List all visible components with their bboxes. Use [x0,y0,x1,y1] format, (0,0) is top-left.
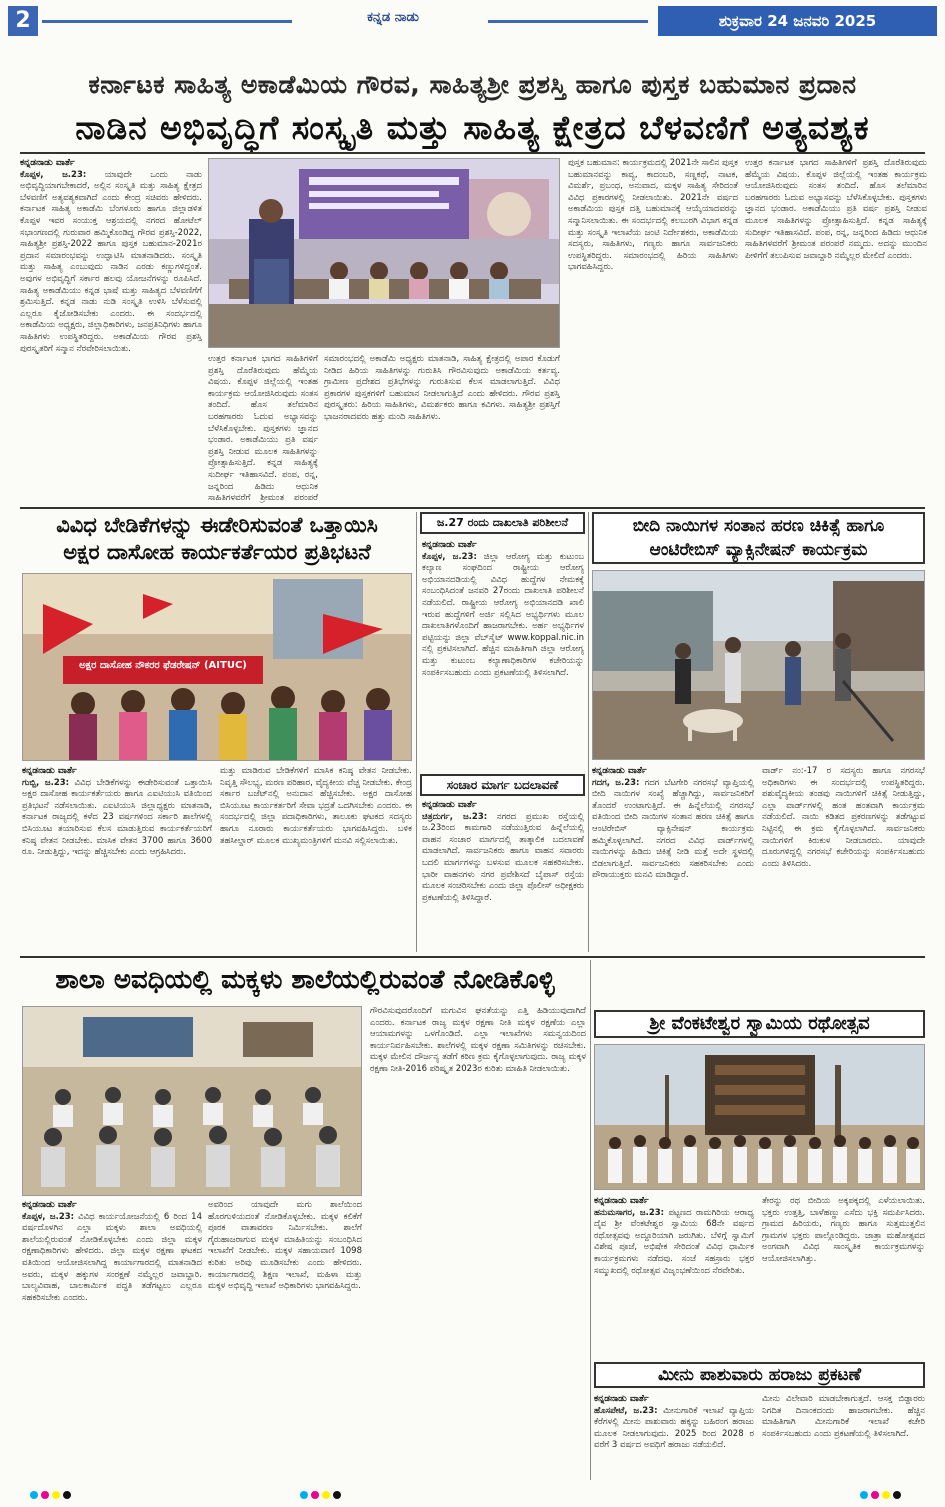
ratha-column-2 [762,1196,925,1356]
route-title: ಸಂಚಾರ ಮಾರ್ಗ ಬದಲಾವಣೆ [420,774,585,796]
column-divider-1 [416,512,417,952]
lead-col4-text: ಪುಸ್ತಕ ಬಹುಮಾನ: ಕಾರ್ಯಕ್ರಮದಲ್ಲಿ 2021ನೇ ಸಾಲಿನ ಪುಸ್ತಕ ಬಹುಮಾನವನ್ನು ಕಾವ್ಯ, ಕಾದಂಬರಿ, ಸಣ್ಣಕಥೆ, ನಾಟಕ, ವಿಮರ್ಶೆ, ಪ್ರಬಂಧ, ಅನುವಾದ, ಮಕ್ಕಳ ಸಾಹಿತ್ಯ ಸೇರಿದಂತೆ ವಿವಿಧ ಪ್ರಕಾರಗಳಲ್ಲಿ ನೀಡಲಾಯಿತು. 2021ನೇ ವರ್ಷದ ಅಕಾಡೆಮಿಯ ಪುಸ್ತಕ ದತ್ತಿ ಬಹುಮಾನಕ್ಕೆ ಆಯ್ಕೆಯಾದವರನ್ನು ಸನ್ಮಾನಿಸಲಾಯಿತು. ಈ ಸಂದರ್ಭದಲ್ಲಿ ಕಲಬುರಗಿ ವಿಭಾಗ ಕನ್ನಡ ಮತ್ತು ಸಂಸ್ಕೃತಿ ಇಲಾಖೆಯ ಜಂಟಿ ನಿರ್ದೇಶಕರು, ಅಕಾಡೆಮಿಯ ಸದಸ್ಯರು, ಸಾಹಿತಿಗಳು, ಗಣ್ಯರು ಹಾಗೂ ಸಾರ್ವಜನಿಕರು ಉಪಸ್ಥಿತರಿದ್ದರು. ಸಮಾರಂಭದಲ್ಲಿ ಹಿರಿಯ ಸಾಹಿತಿಗಳು ಭಾಗವಹಿಸಿದ್ದರು. [568,158,738,273]
school-byline: ಕನ್ನಡನಾಡು ವಾರ್ತೆ [22,1200,77,1210]
protest-column-2 [220,766,412,954]
school-col2-text: ಅವರಿಂದ ಯಾವುದೇ ಮಗು ಶಾಲೆಯಿಂದ ಹೊರಗುಳಿಯದಂತೆ ನೋಡಿಕೊಳ್ಳಬೇಕು. ಮಕ್ಕಳ ಕಲಿಕೆಗೆ ಪೂರಕ ವಾತಾವರಣ ನಿರ್ಮಿಸಬೇಕು. ಶಾಲೆಗೆ ಗೈರುಹಾಜರಾಗುವ ಮಕ್ಕಳ ಮಾಹಿತಿಯನ್ನು ಸಂಬಂಧಿಸಿದ ಇಲಾಖೆಗೆ ನೀಡಬೇಕು. ಮಕ್ಕಳ ಸಹಾಯವಾಣಿ 1098 ಕುರಿತು ಅರಿವು ಮೂಡಿಸಬೇಕು ಎಂದು ಹೇಳಿದರು. ಕಾರ್ಯಾಗಾರದಲ್ಲಿ ಶಿಕ್ಷಣ ಇಲಾಖೆ, ಮಹಿಳಾ ಮತ್ತು ಮಕ್ಕಳ ಅಭಿವೃದ್ಧಿ ಇಲಾಖೆ ಅಧಿಕಾರಿಗಳು ಭಾಗವಹಿಸಿದ್ದರು. [208,1200,362,1292]
column-divider-2 [588,512,589,952]
lead-photo [208,158,560,348]
lead-byline: ಕನ್ನಡನಾಡು ವಾರ್ತೆ [20,158,75,168]
ratha-title: ಶ್ರೀ ವೆಂಕಟೇಶ್ವರ ಸ್ವಾಮಿಯ ರಥೋತ್ಸವ [594,1010,925,1038]
protest-headline [22,512,412,566]
protest-col1-text: ವಿವಿಧ ಬೇಡಿಕೆಗಳನ್ನು ಈಡೇರಿಸುವಂತೆ ಒತ್ತಾಯಿಸಿ ಅಕ್ಷರ ದಾಸೋಹ ಕಾರ್ಯಕರ್ತೆಯರು ಹಾಗೂ ಎಐಟಿಯುಸಿ ವತಿಯಿಂದ ಪ್ರತಿಭಟನೆ ನಡೆಸಲಾಯಿತು. ಎಐಟಿಯುಸಿ ಜಿಲ್ಲಾಧ್ಯಕ್ಷರು ಮಾತನಾಡಿ, ಕರ್ನಾಟಕ ರಾಜ್ಯದಲ್ಲಿ ಕಳೆದ 23 ವರ್ಷಗಳಿಂದ ಸರ್ಕಾರಿ ಶಾಲೆಗಳಲ್ಲಿ ಬಿಸಿಯೂಟ ತಯಾರಿಸುವ ಕೆಲಸ ಮಾಡುತ್ತಿರುವ ಕಾರ್ಯಕರ್ತೆಯರಿಗೆ ಕನಿಷ್ಠ ವೇತನ ನೀಡಬೇಕು. ಮಾಸಿಕ ವೇತನ 3700 ಹಾಗೂ 3600 ರೂ. ನೀಡುತ್ತಿದ್ದು, ಇದನ್ನು ಹೆಚ್ಚಿಸಬೇಕು ಎಂದು ಆಗ್ರಹಿಸಿದರು. [22,777,212,858]
route-body [422,800,584,952]
dogs-photo [592,570,925,760]
protest-col2-text: ಮತ್ತು ಮಾಡಿರುವ ಬೇಡಿಕೆಗಳಿಗೆ ಮಾಸಿಕ ಕನಿಷ್ಠ ವೇತನ ನೀಡಬೇಕು. ನಿವೃತ್ತಿ ಸೌಲಭ್ಯ, ಮರಣ ಪರಿಹಾರ, ವೈದ್ಯಕೀಯ ವೆಚ್ಚ ನೀಡಬೇಕು. ಕೇಂದ್ರ ಸರ್ಕಾರ ಬಜೆಟ್‌ನಲ್ಲಿ ಅನುದಾನ ಹೆಚ್ಚಿಸಬೇಕು. ಅಕ್ಷರ ದಾಸೋಹ ಬಿಸಿಯೂಟ ಕಾರ್ಯಕರ್ತರಿಗೆ ಸೇವಾ ಭದ್ರತೆ ಒದಗಿಸಬೇಕು ಎಂದರು. ಈ ಸಂದರ್ಭದಲ್ಲಿ ಜಿಲ್ಲಾ ಪದಾಧಿಕಾರಿಗಳು, ತಾಲೂಕು ಘಟಕದ ಸದಸ್ಯರು ಹಾಗೂ ನೂರಾರು ಕಾರ್ಯಕರ್ತೆಯರು ಭಾಗವಹಿಸಿದ್ದರು. ಬಳಿಕ ತಹಸೀಲ್ದಾರ್ ಮೂಲಕ ಮುಖ್ಯಮಂತ್ರಿಗಳಿಗೆ ಮನವಿ ಸಲ್ಲಿಸಲಾಯಿತು. [220,766,412,846]
lead-col5-text: ಉತ್ತರ ಕರ್ನಾಟಕ ಭಾಗದ ಸಾಹಿತಿಗಳಿಗೆ ಪ್ರಶಸ್ತಿ ದೊರೆತಿರುವುದು ಹೆಮ್ಮೆಯ ವಿಷಯ. ಕೊಪ್ಪಳ ಜಿಲ್ಲೆಯಲ್ಲಿ ಇಂತಹ ಕಾರ್ಯಕ್ರಮ ಆಯೋಜಿಸಿರುವುದು ಸಂತಸ ತಂದಿದೆ. ಹೊಸ ತಲೆಮಾರಿನ ಬರಹಗಾರರು ಓದುವ ಅಭ್ಯಾಸವನ್ನು ಬೆಳೆಸಿಕೊಳ್ಳಬೇಕು. ಪುಸ್ತಕಗಳು ಜ್ಞಾನದ ಭಂಡಾರ. ಅಕಾಡೆಮಿಯು ಪ್ರತಿ ವರ್ಷ ಪ್ರಶಸ್ತಿ ನೀಡುವ ಮೂಲಕ ಸಾಹಿತಿಗಳನ್ನು ಪ್ರೋತ್ಸಾಹಿಸುತ್ತಿದೆ. ಕನ್ನಡ ಸಾಹಿತ್ಯಕ್ಕೆ ಸುದೀರ್ಘ ಇತಿಹಾಸವಿದೆ. ಪಂಪ, ರನ್ನ, ಜನ್ನರಿಂದ ಹಿಡಿದು ಆಧುನಿಕ ಸಾಹಿತಿಗಳವರೆಗೆ ಶ್ರೀಮಂತ ಪರಂಪರೆ ನಮ್ಮದು. ಅದನ್ನು ಮುಂದಿನ ಪೀಳಿಗೆಗೆ ತಲುಪಿಸುವ ಜವಾಬ್ದಾರಿ ನಮ್ಮೆಲ್ಲರ ಮೇಲಿದೆ ಎಂದರು. [745,158,927,261]
protest-photo [22,573,412,761]
page-number: 2 [8,6,38,36]
route-byline: ಕನ್ನಡನಾಡು ವಾರ್ತೆ [422,800,477,810]
dogs-dateline: ಗದಗ, ಜ.23: [592,777,640,788]
ratha-photo [594,1044,925,1190]
fish-dateline: ಹೊಸಪೇಟೆ, ಜ.23: [594,1405,658,1416]
ratha-byline: ಕನ್ನಡನಾಡು ವಾರ್ತೆ [594,1196,649,1206]
registration-marks-left [30,1491,71,1501]
school-photo [22,1006,362,1196]
fish-column-2 [762,1394,925,1482]
lead-col2-text: ಉತ್ತರ ಕರ್ನಾಟಕ ಭಾಗದ ಸಾಹಿತಿಗಳಿಗೆ ಪ್ರಶಸ್ತಿ ದೊರೆತಿರುವುದು ಹೆಮ್ಮೆಯ ವಿಷಯ. ಕೊಪ್ಪಳ ಜಿಲ್ಲೆಯಲ್ಲಿ ಇಂತಹ ಕಾರ್ಯಕ್ರಮ ಆಯೋಜಿಸಿರುವುದು ಸಂತಸ ತಂದಿದೆ. ಹೊಸ ತಲೆಮಾರಿನ ಬರಹಗಾರರು ಓದುವ ಅಭ್ಯಾಸವನ್ನು ಬೆಳೆಸಿಕೊಳ್ಳಬೇಕು. ಪುಸ್ತಕಗಳು ಜ್ಞಾನದ ಭಂಡಾರ. ಅಕಾಡೆಮಿಯು ಪ್ರತಿ ವರ್ಷ ಪ್ರಶಸ್ತಿ ನೀಡುವ ಮೂಲಕ ಸಾಹಿತಿಗಳನ್ನು ಪ್ರೋತ್ಸಾಹಿಸುತ್ತಿದೆ. ಕನ್ನಡ ಸಾಹಿತ್ಯಕ್ಕೆ ಸುದೀರ್ಘ ಇತಿಹಾಸವಿದೆ. ಪಂಪ, ರನ್ನ, ಜನ್ನರಿಂದ ಹಿಡಿದು ಆಧುನಿಕ ಸಾಹಿತಿಗಳವರೆಗೆ ಶ್ರೀಮಂತ ಪರಂಪರೆ [208,354,318,504]
ratha-col2-text: ತೇರನ್ನು ರಥ ಬೀದಿಯ ಅಕ್ಕಪಕ್ಕದಲ್ಲಿ ಎಳೆಯಲಾಯಿತು. ಭಕ್ತರು ಉತ್ತತ್ತಿ, ಬಾಳೆಹಣ್ಣು ಎಸೆದು ಭಕ್ತಿ ಸಮರ್ಪಿಸಿದರು. ಗ್ರಾಮದ ಹಿರಿಯರು, ಗಣ್ಯರು ಹಾಗೂ ಸುತ್ತಮುತ್ತಲಿನ ಗ್ರಾಮಗಳ ಭಕ್ತರು ಪಾಲ್ಗೊಂಡಿದ್ದರು. ಜಾತ್ರಾ ಮಹೋತ್ಸವದ ಅಂಗವಾಗಿ ವಿವಿಧ ಸಾಂಸ್ಕೃತಿಕ ಕಾರ್ಯಕ್ರಮಗಳನ್ನು ಆಯೋಜಿಸಲಾಗಿತ್ತು. [762,1196,925,1264]
fish-byline: ಕನ್ನಡನಾಡು ವಾರ್ತೆ [594,1394,649,1404]
fish-col1-text: ಮೀನುಗಾರಿಕೆ ಇಲಾಖೆ ವ್ಯಾಪ್ತಿಯ ಕೆರೆಗಳಲ್ಲಿ ಮೀನು ಪಾಶುವಾರು ಹಕ್ಕನ್ನು ಬಹಿರಂಗ ಹರಾಜು ಮೂಲಕ ನೀಡಲಾಗುವುದು. 2025 ರಿಂದ 2028 ರ ವರೆಗೆ 3 ವರ್ಷದ ಅವಧಿಗೆ ಹರಾಜು ನಡೆಯಲಿದೆ. [594,1405,754,1451]
school-photo-illustration [23,1007,362,1196]
protest-banner-text: ಅಕ್ಷರ ದಾಸೋಹ ನೌಕರರ ಫೆಡರೇಷನ್ (AITUC) [79,660,247,671]
registration-marks-right [860,1491,901,1501]
dogs-column-2 [762,766,925,954]
jan27-dateline: ಕೊಪ್ಪಳ, ಜ.23: [422,551,477,562]
lead-column-3 [324,354,560,504]
dogs-col2-text: ವಾರ್ಡ್ ನಂ:-17 ರ ಸದಸ್ಯರು ಹಾಗೂ ನಗರಸಭೆ ಅಧಿಕಾರಿಗಳು ಈ ಸಂದರ್ಭದಲ್ಲಿ ಉಪಸ್ಥಿತರಿದ್ದರು. ಪಶುವೈದ್ಯಕೀಯ ತಂಡವು ನಾಯಿಗಳಿಗೆ ಚಿಕಿತ್ಸೆ ನೀಡುತ್ತಿದ್ದು, ಎಲ್ಲಾ ವಾರ್ಡ್‌ಗಳಲ್ಲಿ ಹಂತ ಹಂತವಾಗಿ ಕಾರ್ಯಕ್ರಮ ನಡೆಯಲಿದೆ. ನಾಯಿ ಕಡಿತದ ಪ್ರಕರಣಗಳನ್ನು ತಡೆಗಟ್ಟುವ ನಿಟ್ಟಿನಲ್ಲಿ ಈ ಕ್ರಮ ಕೈಗೊಳ್ಳಲಾಗಿದೆ. ಸಾರ್ವಜನಿಕರು ನಾಯಿಗಳಿಗೆ ಕಿರುಕುಳ ನೀಡಬಾರದು. ಯಾವುದೇ ದೂರುಗಳಿದ್ದಲ್ಲಿ ನಗರಸಭೆ ಕಚೇರಿಯನ್ನು ಸಂಪರ್ಕಿಸಬಹುದು ಎಂದು ತಿಳಿಸಿದರು. [762,766,925,869]
masthead-rule-right [488,20,648,23]
dogs-col1-text: ಗದಗ ಬೆಟಗೇರಿ ನಗರಸಭೆ ವ್ಯಾಪ್ತಿಯಲ್ಲಿ ಬೀದಿ ನಾಯಿಗಳ ಸಂಖ್ಯೆ ಹೆಚ್ಚಾಗಿದ್ದು, ಸಾರ್ವಜನಿಕರಿಗೆ ತೊಂದರೆ ಉಂಟಾಗುತ್ತಿದೆ. ಈ ಹಿನ್ನೆಲೆಯಲ್ಲಿ ನಗರಸಭೆ ವತಿಯಿಂದ ಬೀದಿ ನಾಯಿಗಳ ಸಂತಾನ ಹರಣ ಚಿಕಿತ್ಸೆ ಹಾಗೂ ಆಂಟಿರೇಬಿಸ್ ವ್ಯಾಕ್ಸಿನೇಷನ್ ಕಾರ್ಯಕ್ರಮ ಹಮ್ಮಿಕೊಳ್ಳಲಾಗಿದೆ. ನಗರದ ವಿವಿಧ ವಾರ್ಡ್‌ಗಳಲ್ಲಿ ನಾಯಿಗಳನ್ನು ಹಿಡಿದು ಚಿಕಿತ್ಸೆ ನೀಡಿ ಮತ್ತೆ ಅದೇ ಸ್ಥಳದಲ್ಲಿ ಬಿಡಲಾಗುತ್ತಿದೆ. ಸಾರ್ವಜನಿಕರು ಸಹಕರಿಸಬೇಕು ಎಂದು ಪೌರಾಯುಕ್ತರು ಮನವಿ ಮಾಡಿದ್ದಾರೆ. [592,777,754,881]
jan27-body [422,540,584,770]
lead-col3-text: ಸಮಾರಂಭದಲ್ಲಿ ಅಕಾಡೆಮಿ ಅಧ್ಯಕ್ಷರು ಮಾತನಾಡಿ, ಸಾಹಿತ್ಯ ಕ್ಷೇತ್ರದಲ್ಲಿ ಅಪಾರ ಕೊಡುಗೆ ನೀಡಿದ ಹಿರಿಯ ಸಾಹಿತಿಗಳನ್ನು ಗುರುತಿಸಿ ಗೌರವಿಸುವುದು ಅಕಾಡೆಮಿಯ ಕರ್ತವ್ಯ. ಗ್ರಾಮೀಣ ಪ್ರದೇಶದ ಪ್ರತಿಭೆಗಳನ್ನು ಗುರುತಿಸುವ ಕೆಲಸ ಮಾಡಲಾಗುತ್ತಿದೆ. ವಿವಿಧ ಪ್ರಕಾರಗಳ ಪುಸ್ತಕಗಳಿಗೆ ಬಹುಮಾನ ನೀಡಲಾಗುತ್ತಿದೆ ಎಂದು ಹೇಳಿದರು. ಗೌರವ ಪ್ರಶಸ್ತಿ ಪುರಸ್ಕೃತರು: ಹಿರಿಯ ಸಾಹಿತಿಗಳು, ವಿಮರ್ಶಕರು ಹಾಗೂ ಕವಿಗಳು. ಸಾಹಿತ್ಯಶ್ರೀ ಪ್ರಶಸ್ತಿಗೆ ಭಾಜನರಾದವರು ಹತ್ತು ಮಂದಿ ಸಾಹಿತಿಗಳು. [324,354,560,422]
dogs-photo-illustration [593,571,925,760]
paper-name: ಕನ್ನಡ ನಾಡು [367,10,419,25]
lead-column-4 [568,158,738,503]
lead-dateline: ಕೊಪ್ಪಳ, ಜ.23: [20,169,87,180]
school-col1-text: ವಿವಿಧ ಕಾರ್ಯಯೋಜನೆಯಲ್ಲಿ 6 ರಿಂದ 14 ವರ್ಷದೊಳಗಿನ ಎಲ್ಲಾ ಮಕ್ಕಳು ಶಾಲಾ ಅವಧಿಯಲ್ಲಿ ಶಾಲೆಯಲ್ಲಿರುವಂತೆ ನೋಡಿಕೊಳ್ಳಬೇಕು ಎಂದು ಜಿಲ್ಲಾ ಮಕ್ಕಳ ರಕ್ಷಣಾಧಿಕಾರಿಗಳು ಹೇಳಿದರು. ಜಿಲ್ಲಾ ಮಕ್ಕಳ ರಕ್ಷಣಾ ಘಟಕದ ವತಿಯಿಂದ ಆಯೋಜಿಸಲಾಗಿದ್ದ ಕಾರ್ಯಾಗಾರದಲ್ಲಿ ಮಾತನಾಡಿದ ಅವರು, ಮಕ್ಕಳ ಹಕ್ಕುಗಳ ಸಂರಕ್ಷಣೆ ನಮ್ಮೆಲ್ಲರ ಜವಾಬ್ದಾರಿ. ಬಾಲ್ಯವಿವಾಹ, ಬಾಲಕಾರ್ಮಿಕ ಪದ್ಧತಿ ತಡೆಗಟ್ಟಲು ಎಲ್ಲರೂ ಸಹಕರಿಸಬೇಕು ಎಂದರು. [22,1211,202,1303]
registration-marks-center [300,1491,341,1501]
masthead-rule-left [42,20,292,23]
ratha-col1-text: ಪಟ್ಟಣದ ರಾಮಗಿರಿಯ ಆರಾಧ್ಯ ದೈವ ಶ್ರೀ ವೆಂಕಟೇಶ್ವರ ಸ್ವಾಮಿಯ 68ನೇ ವರ್ಷದ ರಥೋತ್ಸವವು ಅದ್ದೂರಿಯಾಗಿ ಜರುಗಿತು. ಬೆಳಿಗ್ಗೆ ಸ್ವಾಮಿಗೆ ವಿಶೇಷ ಪೂಜೆ, ಅಭಿಷೇಕ ಸೇರಿದಂತೆ ವಿವಿಧ ಧಾರ್ಮಿಕ ಕಾರ್ಯಕ್ರಮಗಳು ನಡೆದವು. ಸಂಜೆ ಸಹಸ್ರಾರು ಭಕ್ತರ ಸಮ್ಮುಖದಲ್ಲಿ ರಥೋತ್ಸವ ವಿಜೃಂಭಣೆಯಿಂದ ನೆರವೇರಿತು. [594,1207,754,1276]
protest-byline: ಕನ್ನಡನಾಡು ವಾರ್ತೆ [22,766,77,776]
issue-date: ಶುಕ್ರವಾರ 24 ಜನವರಿ 2025 [658,6,937,36]
fish-title: ಮೀನು ಪಾಶುವಾರು ಹರಾಜು ಪ್ರಕಟಣೆ [594,1362,925,1388]
jan27-byline: ಕನ್ನಡನಾಡು ವಾರ್ತೆ [422,540,477,550]
section-rule-1 [20,507,925,509]
lead-headline: ನಾಡಿನ ಅಭಿವೃದ್ಧಿಗೆ ಸಂಸ್ಕೃತಿ ಮತ್ತು ಸಾಹಿತ್ಯ ಕ್ಷೇತ್ರದ ಬೆಳವಣಿಗೆ ಅತ್ಯವಶ್ಯಕ [75,108,870,147]
lead-photo-illustration [209,159,560,348]
protest-headline-line2: ಅಕ್ಷರ ದಾಸೋಹ ಕಾರ್ಯಕರ್ತೆಯರ ಪ್ರತಿಭಟನೆ [63,540,371,564]
dogs-headline-line2: ಆಂಟಿರೇಬಿಸ್ ವ್ಯಾಕ್ಸಿನೇಷನ್ ಕಾರ್ಯಕ್ರಮ [649,540,868,560]
dogs-headline-line1: ಬೀದಿ ನಾಯಿಗಳ ಸಂತಾನ ಹರಣ ಚಿಕಿತ್ಸೆ ಹಾಗೂ [632,516,885,536]
school-column-1 [22,1200,202,1482]
dogs-column-1 [592,766,754,954]
section-rule-2 [20,956,925,958]
route-dateline: ಚಿತ್ರದುರ್ಗ, ಜ.23: [422,811,488,822]
fish-column-1 [594,1394,754,1482]
ratha-column-1 [594,1196,754,1356]
school-column-3 [370,1006,586,1482]
school-dateline: ಕೊಪ್ಪಳ, ಜ.23: [22,1211,75,1222]
lead-column-2 [208,354,318,504]
lead-kicker: ಕರ್ನಾಟಕ ಸಾಹಿತ್ಯ ಅಕಾಡೆಮಿಯ ಗೌರವ, ಸಾಹಿತ್ಯಶ್ರೀ ಪ್ರಶಸ್ತಿ ಹಾಗೂ ಪುಸ್ತಕ ಬಹುಮಾನ ಪ್ರದಾನ [88,70,857,99]
school-column-2 [208,1200,362,1482]
route-text: ನಗರದ ಪ್ರಮುಖ ರಸ್ತೆಯಲ್ಲಿ ಜ.23ರಿಂದ ಕಾಮಗಾರಿ ನಡೆಯುತ್ತಿರುವ ಹಿನ್ನೆಲೆಯಲ್ಲಿ ವಾಹನ ಸಂಚಾರ ಮಾರ್ಗದಲ್ಲಿ ತಾತ್ಕಾಲಿಕ ಬದಲಾವಣೆ ಮಾಡಲಾಗಿದೆ. ಸಾರ್ವಜನಿಕರು ಹಾಗೂ ವಾಹನ ಸವಾರರು ಬದಲಿ ಮಾರ್ಗಗಳನ್ನು ಬಳಸುವ ಮೂಲಕ ಸಹಕರಿಸಬೇಕು. ಭಾರೀ ವಾಹನಗಳು ನಗರ ಪ್ರವೇಶಿಸದೆ ಬೈಪಾಸ್ ರಸ್ತೆಯ ಮೂಲಕ ಸಂಚರಿಸಬೇಕು ಎಂದು ಜಿಲ್ಲಾ ಪೊಲೀಸ್ ಅಧೀಕ್ಷಕರು ಪ್ರಕಟಣೆಯಲ್ಲಿ ತಿಳಿಸಿದ್ದಾರೆ. [422,811,584,903]
protest-column-1 [22,766,212,954]
lead-rule [20,152,925,154]
jan27-title: ಜ.27 ರಂದು ದಾಖಲಾತಿ ಪರಿಶೀಲನೆ [420,512,585,534]
lead-column-1 [20,158,202,503]
ratha-dateline: ಹನುಮಸಾಗರ, ಜ.23: [594,1207,665,1218]
ratha-photo-illustration [595,1045,925,1190]
protest-headline-line1: ವಿವಿಧ ಬೇಡಿಕೆಗಳನ್ನು ಈಡೇರಿಸುವಂತೆ ಒತ್ತಾಯಿಸಿ [56,513,378,537]
school-col3-text: ಗೌರವಿಸುವುದರೊಂದಿಗೆ ಮಗುವಿನ ಘನತೆಯನ್ನು ಎತ್ತಿ ಹಿಡಿಯುವುದಾಗಿದೆ ಎಂದರು. ಕರ್ನಾಟಕ ರಾಜ್ಯ ಮಕ್ಕಳ ರಕ್ಷಣಾ ನೀತಿ ಮಕ್ಕಳ ರಕ್ಷಣೆಯ ಎಲ್ಲಾ ಆಯಾಮಗಳನ್ನು ಒಳಗೊಂಡಿದೆ. ಎಲ್ಲಾ ಇಲಾಖೆಗಳು ಸಮನ್ವಯದಿಂದ ಕಾರ್ಯನಿರ್ವಹಿಸಬೇಕು. ಶಾಲೆಗಳಲ್ಲಿ ಮಕ್ಕಳ ರಕ್ಷಣಾ ಸಮಿತಿಗಳನ್ನು ರಚಿಸಬೇಕು. ಮಕ್ಕಳ ಮೇಲಿನ ದೌರ್ಜನ್ಯ ತಡೆಗೆ ಕಠಿಣ ಕ್ರಮ ಕೈಗೊಳ್ಳಲಾಗುವುದು. ರಾಜ್ಯ ಮಕ್ಕಳ ರಕ್ಷಣಾ ನೀತಿ-2016 ಪರಿಷ್ಕೃತ 2023ರ ಕುರಿತು ಮಾಹಿತಿ ನೀಡಲಾಯಿತು. [370,1006,586,1074]
school-headline: ಶಾಲಾ ಅವಧಿಯಲ್ಲಿ ಮಕ್ಕಳು ಶಾಲೆಯಲ್ಲಿರುವಂತೆ ನೋಡಿಕೊಳ್ಳಿ [55,965,555,995]
protest-dateline: ಗುಬ್ಬಿ, ಜ.23: [22,777,70,788]
dogs-byline: ಕನ್ನಡನಾಡು ವಾರ್ತೆ [592,766,647,776]
lead-col1-text: ಯಾವುದೇ ಒಂದು ನಾಡು ಅಭಿವೃದ್ಧಿಯಾಗಬೇಕಾದರೆ, ಅಲ್ಲಿನ ಸಂಸ್ಕೃತಿ ಮತ್ತು ಸಾಹಿತ್ಯ ಕ್ಷೇತ್ರದ ಬೆಳವಣಿಗೆ ಅತ್ಯವಶ್ಯಕವಾಗಿದೆ ಎಂದು ಕೇಂದ್ರ ಸಚಿವರು ಹೇಳಿದರು. ಕರ್ನಾಟಕ ಸಾಹಿತ್ಯ ಅಕಾಡೆಮಿ ಬೆಂಗಳೂರು ಹಾಗೂ ಜಿಲ್ಲಾಡಳಿತ ಕೊಪ್ಪಳ ಇವರ ಸಂಯುಕ್ತ ಆಶ್ರಯದಲ್ಲಿ ನಗರದ ಹೋಟೆಲ್ ಸಭಾಂಗಣದಲ್ಲಿ ಗುರುವಾರ ಹಮ್ಮಿಕೊಂಡಿದ್ದ ಗೌರವ ಪ್ರಶಸ್ತಿ-2022, ಸಾಹಿತ್ಯಶ್ರೀ ಪ್ರಶಸ್ತಿ-2022 ಹಾಗೂ ಪುಸ್ತಕ ಬಹುಮಾನ-2021ರ ಪ್ರದಾನ ಸಮಾರಂಭವನ್ನು ಉದ್ಘಾಟಿಸಿ ಮಾತನಾಡಿದರು. ಸಂಸ್ಕೃತಿ ಮತ್ತು ಸಾಹಿತ್ಯ ಎಂಬುವುದು ನಾಡಿನ ಎರಡು ಕಣ್ಣುಗಳಿದ್ದಂತೆ. ಅವುಗಳ ಅಭಿವೃದ್ಧಿಗೆ ಸರ್ಕಾರ ಹಲವು ಯೋಜನೆಗಳನ್ನು ರೂಪಿಸಿದೆ. ಸಾಹಿತ್ಯ ಅಕಾಡೆಮಿಯು ಕನ್ನಡ ಭಾಷೆ ಮತ್ತು ಸಾಹಿತ್ಯದ ಬೆಳವಣಿಗೆಗೆ ಶ್ರಮಿಸುತ್ತಿದೆ. ಕನ್ನಡ ನಾಡು ನುಡಿ ಸಂಸ್ಕೃತಿ ಉಳಿಸಿ ಬೆಳೆಸುವಲ್ಲಿ ಎಲ್ಲರೂ ಕೈಜೋಡಿಸಬೇಕು ಎಂದರು. ಈ ಸಂದರ್ಭದಲ್ಲಿ ಅಕಾಡೆಮಿಯ ಅಧ್ಯಕ್ಷರು, ಜಿಲ್ಲಾಧಿಕಾರಿಗಳು, ಜನಪ್ರತಿನಿಧಿಗಳು ಹಾಗೂ ಸಾಹಿತಿಗಳು ಉಪಸ್ಥಿತರಿದ್ದರು. ಅಕಾಡೆಮಿಯ ಗೌರವ ಪ್ರಶಸ್ತಿ ಪುರಸ್ಕೃತರಿಗೆ ಸನ್ಮಾನ ನೆರವೇರಿಸಲಾಯಿತು. [20,169,202,354]
jan27-text: ಜಿಲ್ಲಾ ಆರೋಗ್ಯ ಮತ್ತು ಕುಟುಂಬ ಕಲ್ಯಾಣ ಸಂಘದಿಂದ ರಾಷ್ಟ್ರೀಯ ಆರೋಗ್ಯ ಅಭಿಯಾನದಡಿಯಲ್ಲಿ ವಿವಿಧ ಹುದ್ದೆಗಳ ನೇಮಕಕ್ಕೆ ಸಂಬಂಧಿಸಿದಂತೆ ಜನವರಿ 27ರಂದು ದಾಖಲಾತಿ ಪರಿಶೀಲನೆ ನಡೆಯಲಿದೆ. ರಾಷ್ಟ್ರೀಯ ಆರೋಗ್ಯ ಅಭಿಯಾನದಡಿ ಖಾಲಿ ಇರುವ ಹುದ್ದೆಗಳಿಗೆ ಅರ್ಜಿ ಸಲ್ಲಿಸಿದ ಅಭ್ಯರ್ಥಿಗಳು ಮೂಲ ದಾಖಲಾತಿಗಳೊಂದಿಗೆ ಹಾಜರಾಗಬೇಕು. ಅರ್ಹ ಅಭ್ಯರ್ಥಿಗಳ ಪಟ್ಟಿಯನ್ನು ಜಿಲ್ಲಾ ವೆಬ್‌ಸೈಟ್ www.koppal.nic.in ನಲ್ಲಿ ಪ್ರಕಟಿಸಲಾಗಿದೆ. ಹೆಚ್ಚಿನ ಮಾಹಿತಿಗಾಗಿ ಜಿಲ್ಲಾ ಆರೋಗ್ಯ ಮತ್ತು ಕುಟುಂಬ ಕಲ್ಯಾಣಾಧಿಕಾರಿಗಳ ಕಚೇರಿಯನ್ನು ಸಂಪರ್ಕಿಸಬಹುದು ಎಂದು ಪ್ರಕಟಣೆಯಲ್ಲಿ ತಿಳಿಸಲಾಗಿದೆ. [422,551,584,678]
fish-col2-text: ಮೀನು ವಿಲೇವಾರಿ ಮಾಡಬೇಕಾಗುತ್ತದೆ. ಆಸಕ್ತ ಬಿಡ್ದಾರರು ನಿಗದಿತ ದಿನಾಂಕದಂದು ಹಾಜರಾಗಬೇಕು. ಹೆಚ್ಚಿನ ಮಾಹಿತಿಗಾಗಿ ಮೀನುಗಾರಿಕೆ ಇಲಾಖೆ ಕಚೇರಿ ಸಂಪರ್ಕಿಸಬಹುದು ಎಂದು ಪ್ರಕಟಣೆಯಲ್ಲಿ ತಿಳಿಸಲಾಗಿದೆ. [762,1394,925,1439]
dogs-headline [592,512,925,564]
masthead [8,6,937,64]
lead-column-5 [745,158,927,503]
column-divider-3 [590,960,591,1480]
